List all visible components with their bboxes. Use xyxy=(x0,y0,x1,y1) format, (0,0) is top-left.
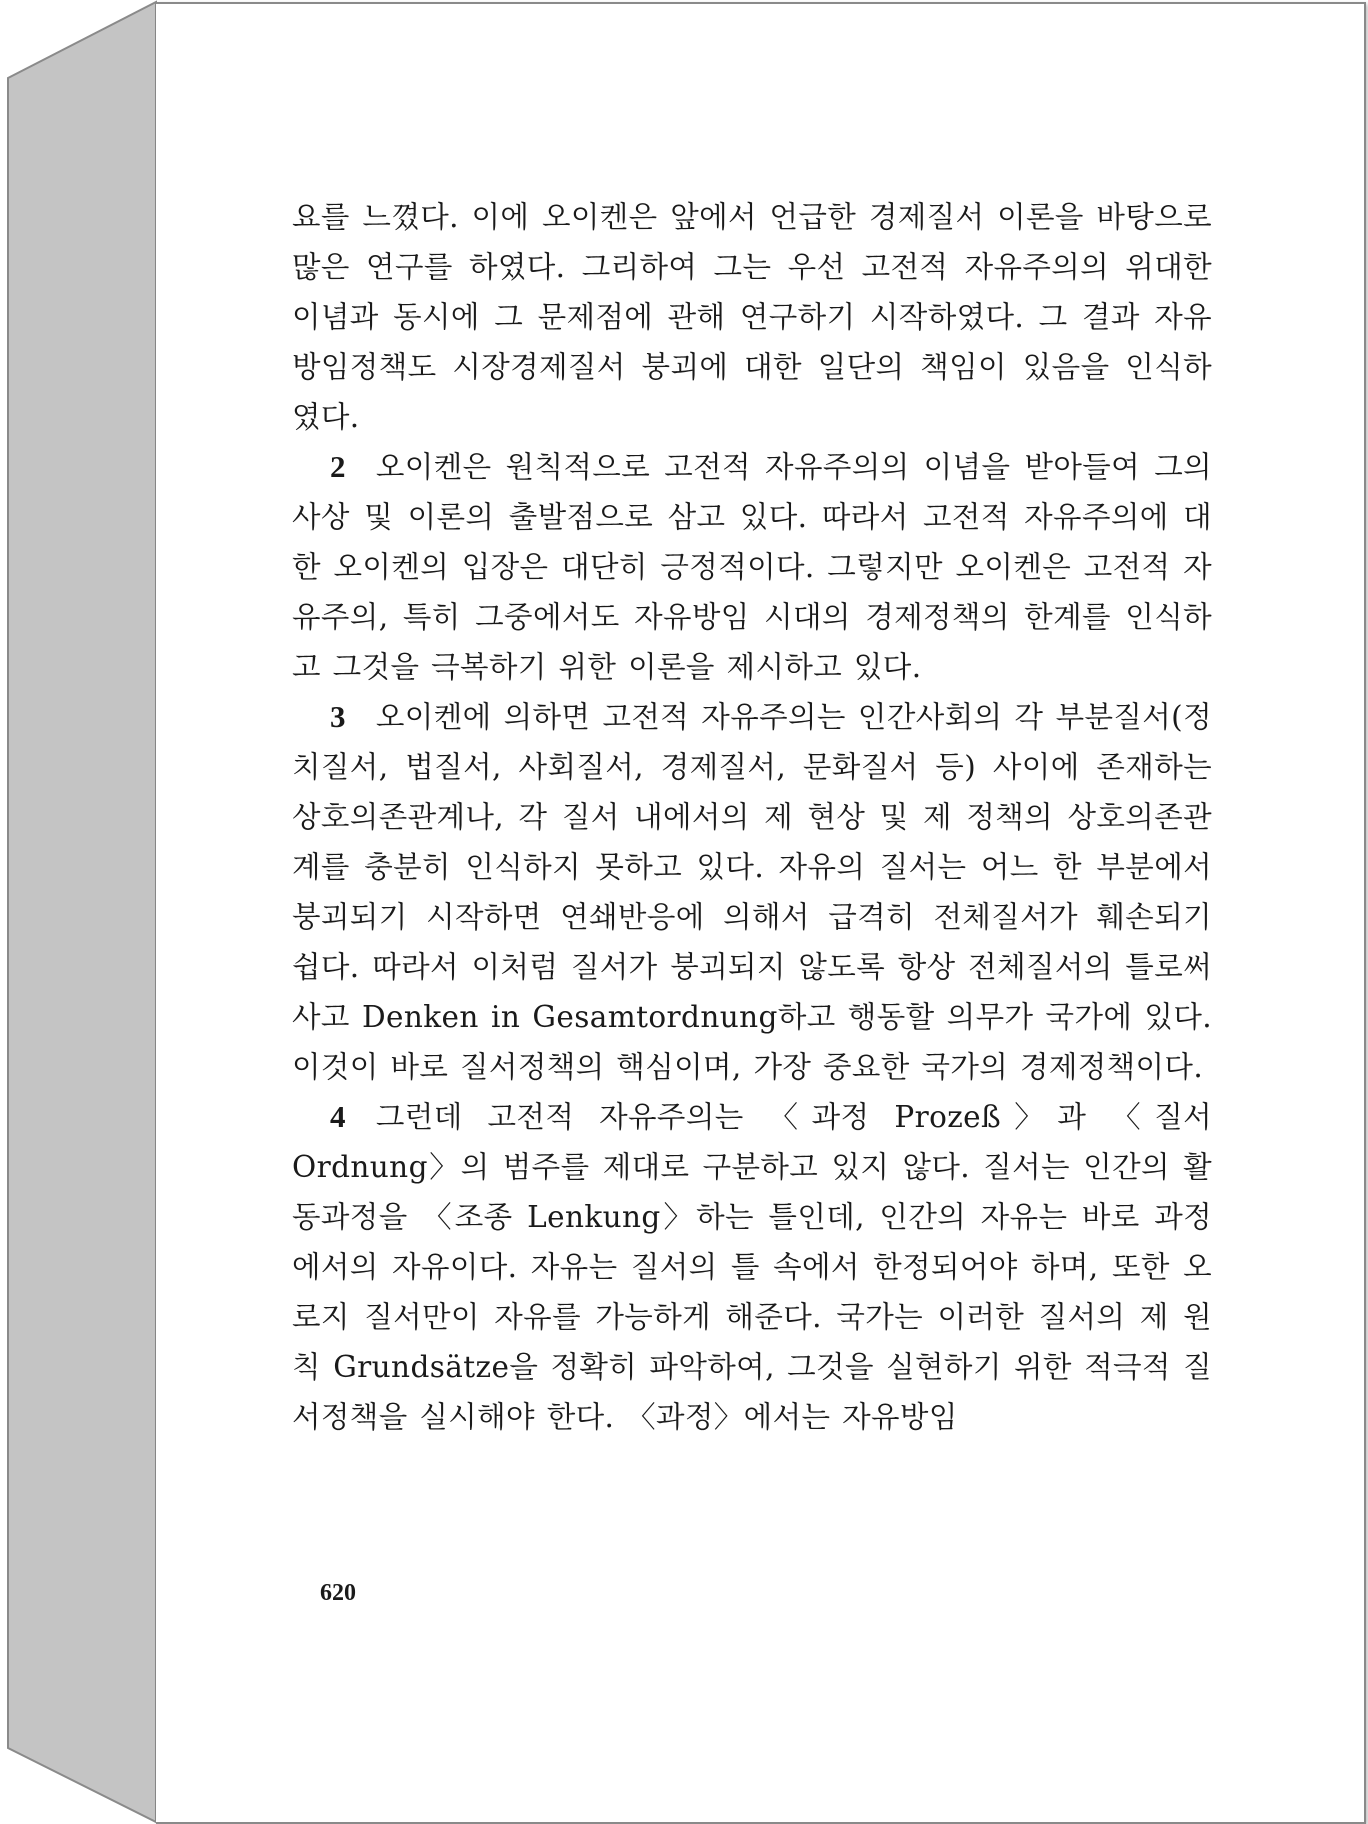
paragraph-4-number: 4 xyxy=(330,1099,346,1134)
paragraph-1 xyxy=(292,192,1212,442)
paragraph-4 xyxy=(292,1092,1212,1442)
paragraph-3-text: 오이켄에 의하면 고전적 자유주의는 인간사회의 각 부분질서(정치질서, 법질서, 사회질서, 경제질서, 문화질서 등) 사이에 존재하는 상호의존관계나, 각 질서 내에서의 제 현상 및 제 정책의 상호의존관계를 충분히 인식하지 못하고 있다. 자유의 질서는 어느 한 부분에서 붕괴되기 시작하면 연쇄반응에 의해서 급격히 전체질서가 훼손되기 쉽다. 따라서 이처럼 질서가 붕괴되지 않도록 항상 전체질서의 틀로써 사고 Denken in Gesamtordnung하고 행동할 의무가 국가에 있다. 이것이 바로 질서정책의 핵심이며, 가장 중요한 국가의 경제정책이다. xyxy=(292,700,1212,1084)
paragraph-1-text: 요를 느꼈다. 이에 오이켄은 앞에서 언급한 경제질서 이론을 바탕으로 많은 연구를 하였다. 그리하여 그는 우선 고전적 자유주의의 위대한 이념과 동시에 그 문제점에 관해 연구하기 시작하였다. 그 결과 자유방임정책도 시장경제질서 붕괴에 대한 일단의 책임이 있음을 인식하였다. xyxy=(292,200,1212,434)
page-number: 620 xyxy=(320,1580,356,1606)
page-body-text xyxy=(292,192,1212,1442)
book-spine-edge xyxy=(0,0,160,1824)
paragraph-2-text: 오이켄은 원칙적으로 고전적 자유주의의 이념을 받아들여 그의 사상 및 이론의 출발점으로 삼고 있다. 따라서 고전적 자유주의에 대한 오이켄의 입장은 대단히 긍정적이다. 그렇지만 오이켄은 고전적 자유주의, 특히 그중에서도 자유방임 시대의 경제정책의 한계를 인식하고 그것을 극복하기 위한 이론을 제시하고 있다. xyxy=(292,450,1212,684)
paragraph-3 xyxy=(292,692,1212,1092)
paragraph-3-number: 3 xyxy=(330,699,346,734)
paragraph-2 xyxy=(292,442,1212,692)
paragraph-4-text: 그런데 고전적 자유주의는 〈과정 Prozeß〉과 〈질서 Ordnung〉의 범주를 제대로 구분하고 있지 않다. 질서는 인간의 활동과정을 〈조종 Lenkung〉하는 틀인데, 인간의 자유는 바로 과정에서의 자유이다. 자유는 질서의 틀 속에서 한정되어야 하며, 또한 오로지 질서만이 자유를 가능하게 해준다. 국가는 이러한 질서의 제 원칙 Grundsätze을 정확히 파악하여, 그것을 실현하기 위한 적극적 질서정책을 실시해야 한다. 〈과정〉에서는 자유방임 xyxy=(292,1100,1212,1434)
paragraph-2-number: 2 xyxy=(330,449,346,484)
